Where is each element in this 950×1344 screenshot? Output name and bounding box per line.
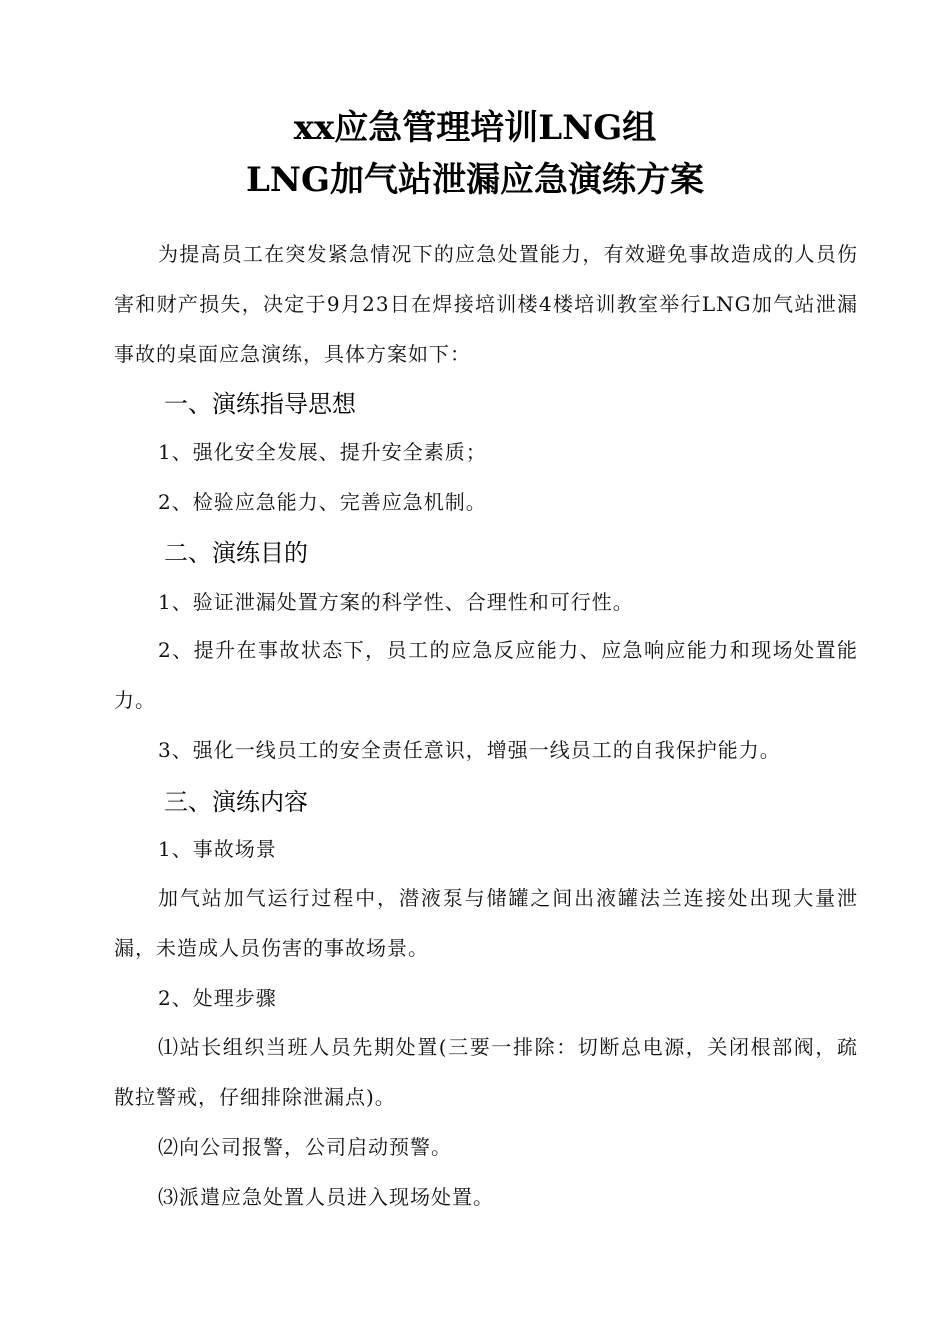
section-2-item-1: 1、验证泄漏处置方案的科学性、合理性和可行性。 (158, 590, 634, 614)
section-3-subheading-2: 2、处理步骤 (158, 986, 277, 1010)
section-1-heading: 一、演练指导思想 (164, 390, 356, 418)
scenario-paragraph: 加气站加气运行过程中，潜液泵与储罐之间出液罐法兰连接处出现大量泄漏，未造成人员伤害的事故场景。 (114, 886, 858, 960)
section-2-item-2: 2、提升在事故状态下，员工的应急反应能力、应急响应能力和现场处置能力。 (114, 638, 858, 712)
section-2-item-3: 3、强化一线员工的安全责任意识，增强一线员工的自我保护能力。 (158, 738, 781, 762)
step-2-line: ⑵向公司报警，公司启动预警。 (158, 1135, 452, 1159)
section-2-heading: 二、演练目的 (164, 539, 308, 567)
intro-paragraph: 为提高员工在突发紧急情况下的应急处置能力，有效避免事故造成的人员伤害和财产损失，决定于9月23日在焊接培训楼4楼培训教室举行LNG加气站泄漏事故的桌面应急演练，具体方案如下： (114, 242, 858, 366)
section-1-item-1: 1、强化安全发展、提升安全素质； (158, 440, 487, 464)
section-3-subheading-1: 1、事故场景 (158, 837, 277, 861)
document-title-line-1: xx应急管理培训LNG组 (293, 108, 657, 148)
section-3-heading: 三、演练内容 (164, 788, 308, 816)
step-3-line: ⑶派遣应急处置人员进入现场处置。 (158, 1185, 494, 1209)
document-title-line-2: LNG加气站泄漏应急演练方案 (245, 160, 705, 200)
section-1-item-2: 2、检验应急能力、完善应急机制。 (158, 490, 487, 514)
step-1-paragraph: ⑴站长组织当班人员先期处置(三要一排除：切断总电源，关闭根部阀，疏散拉警戒，仔细排除泄漏点)。 (114, 1035, 858, 1109)
